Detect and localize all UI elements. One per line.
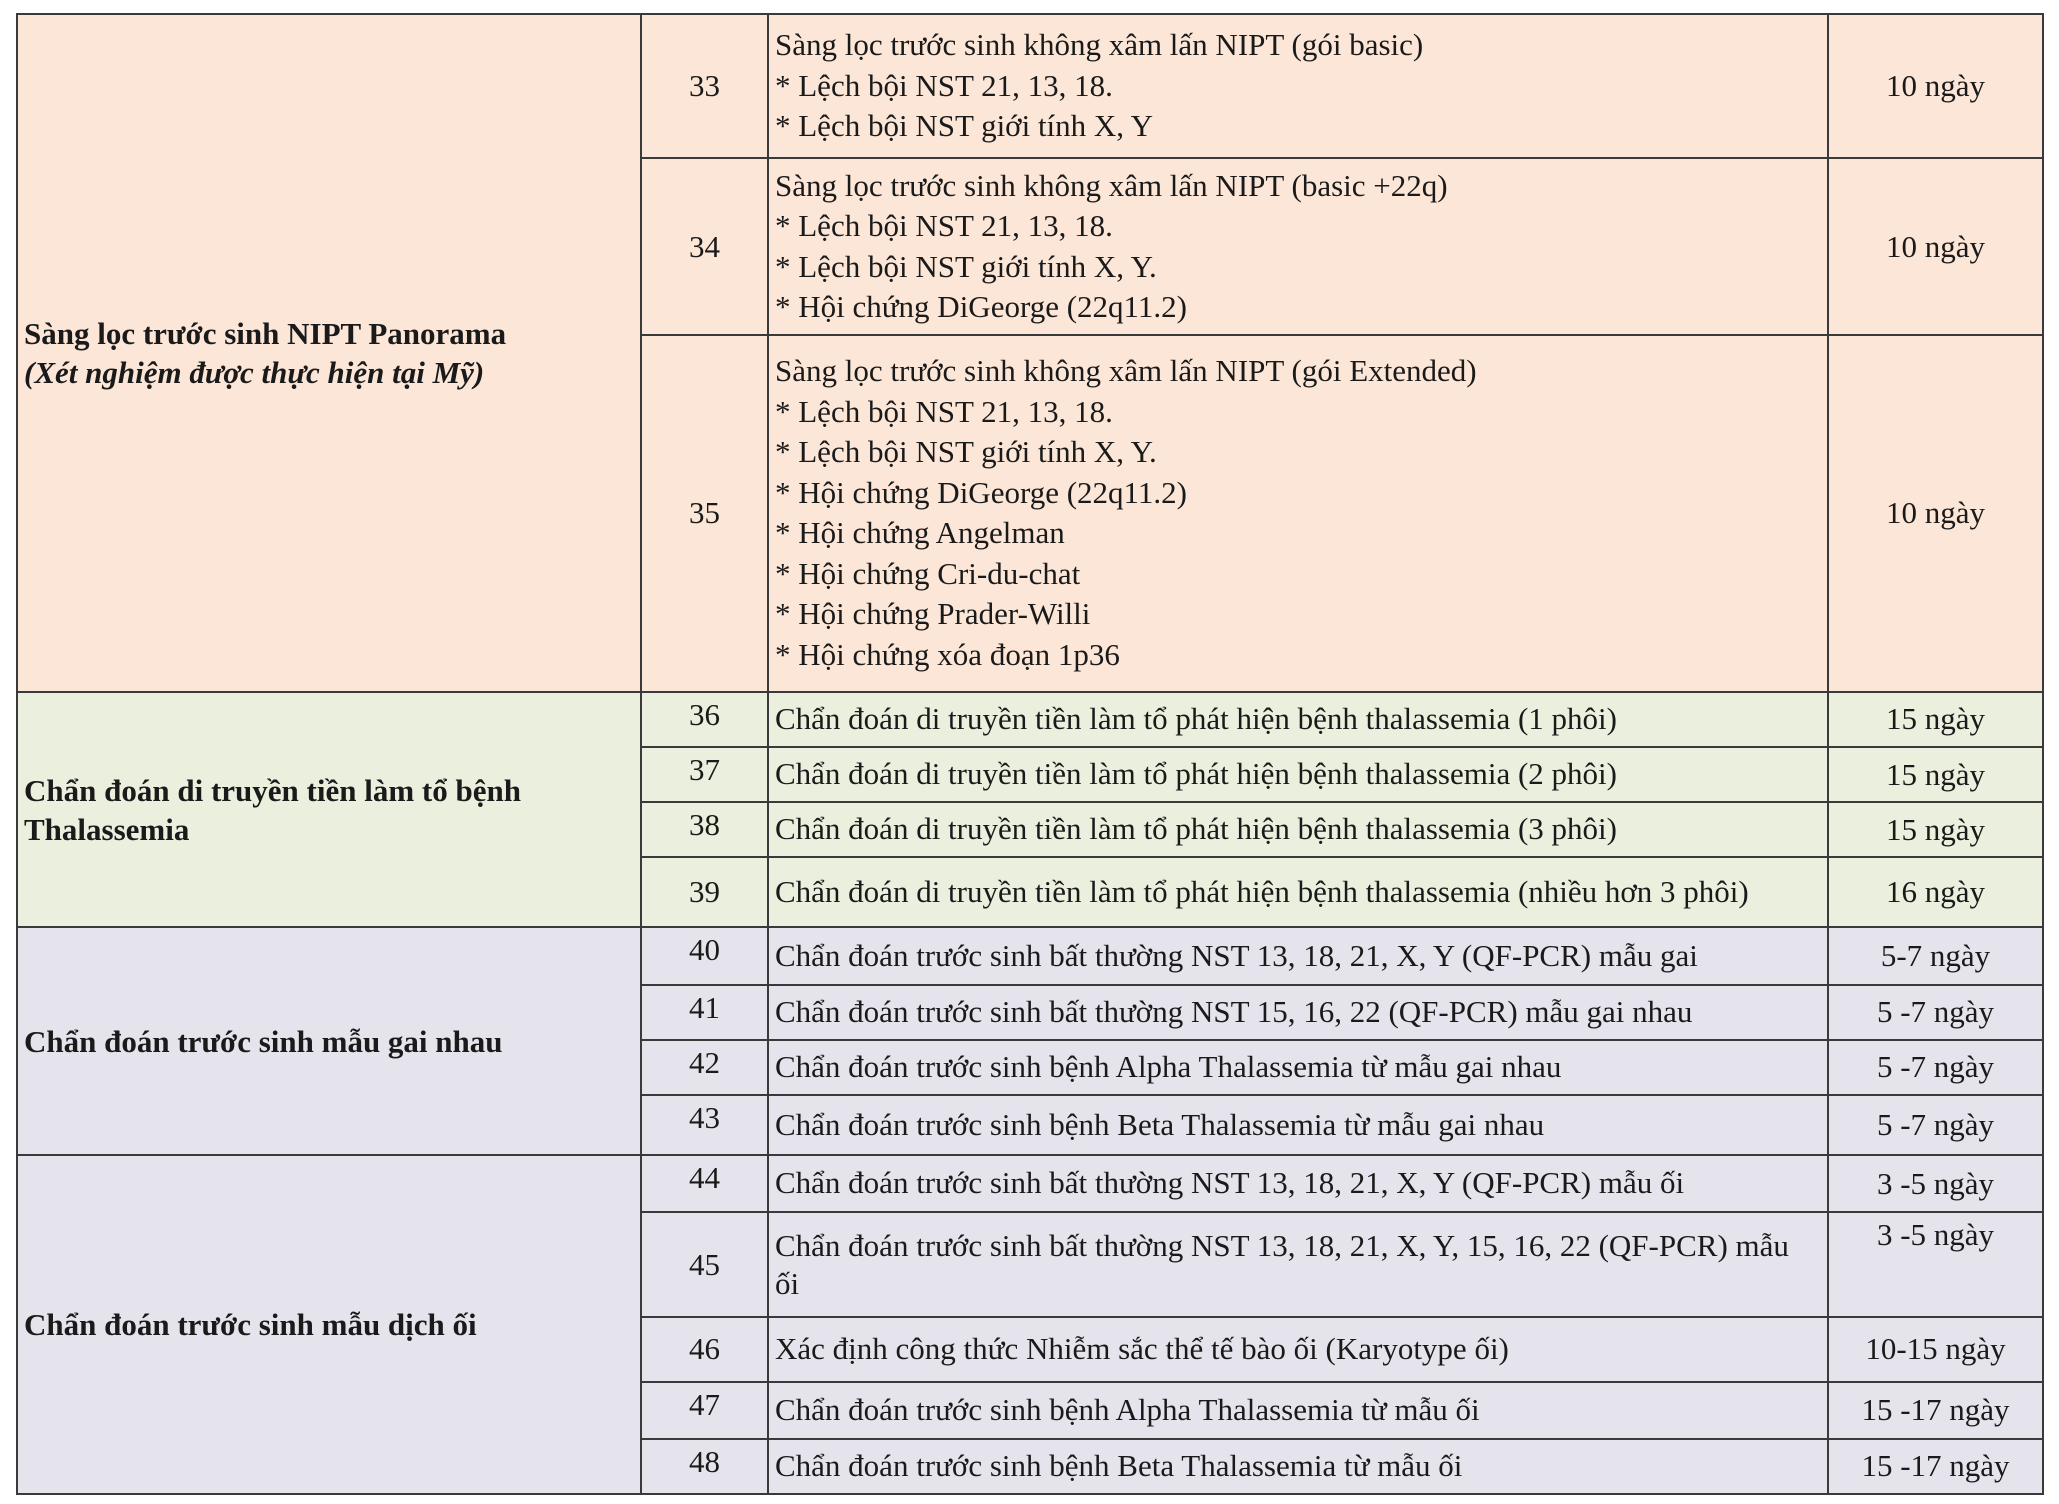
row-number: 45 [641,1212,768,1317]
group-title: Chẩn đoán di truyền tiền làm tổ bệnh Thalassemia [24,772,521,847]
turnaround-time: 15 -17 ngày [1828,1439,2043,1494]
turnaround-time: 15 -17 ngày [1828,1382,2043,1439]
row-description [768,1439,1828,1494]
row-description [768,692,1828,747]
turnaround-time: 5 -7 ngày [1828,985,2043,1040]
description-line: * Lệch bội NST 21, 13, 18. [775,208,1113,244]
row-description [768,747,1828,802]
description-line: Chẩn đoán trước sinh bất thường NST 13, 18, 21, X, Y, 15, 16, 22 (QF-PCR) mẫu ối [775,1227,1789,1301]
row-number: 35 [641,335,768,692]
table-row [17,1155,2043,1212]
group-cell-amniotic [17,1155,641,1494]
table-row [17,692,2043,747]
description-line: Chẩn đoán trước sinh bất thường NST 13, 18, 21, X, Y (QF-PCR) mẫu ối [775,1165,1685,1201]
description-line: Chẩn đoán trước sinh bất thường NST 15, 16, 22 (QF-PCR) mẫu gai nhau [775,993,1693,1029]
row-number: 33 [641,14,768,158]
description-line: Chẩn đoán di truyền tiền làm tổ phát hiện bệnh thalassemia (1 phôi) [775,701,1617,737]
group-title: Chẩn đoán trước sinh mẫu gai nhau [24,1023,503,1059]
row-number: 47 [641,1382,768,1439]
description-line: Sàng lọc trước sinh không xâm lấn NIPT (gói Extended) [775,353,1477,389]
description-line: * Hội chứng Angelman [775,515,1065,551]
table-row [17,14,2043,158]
description-line: Chẩn đoán di truyền tiền làm tổ phát hiện bệnh thalassemia (nhiều hơn 3 phôi) [775,874,1749,910]
group-title: Chẩn đoán trước sinh mẫu dịch ối [24,1306,477,1342]
group-cell-nipt [17,14,641,692]
table-row [17,927,2043,984]
row-number: 41 [641,985,768,1040]
turnaround-time: 10 ngày [1828,14,2043,158]
row-number: 39 [641,857,768,927]
description-line: * Lệch bội NST 21, 13, 18. [775,67,1113,103]
turnaround-time: 10 ngày [1828,335,2043,692]
description-line: * Hội chứng DiGeorge (22q11.2) [775,289,1187,325]
description-line: * Lệch bội NST giới tính X, Y. [775,434,1157,470]
row-description [768,927,1828,984]
description-line: Chẩn đoán trước sinh bệnh Beta Thalassemia từ mẫu gai nhau [775,1106,1545,1142]
turnaround-time: 10-15 ngày [1828,1317,2043,1381]
group-title: Sàng lọc trước sinh NIPT Panorama [24,315,507,351]
turnaround-time: 15 ngày [1828,802,2043,857]
turnaround-time: 15 ngày [1828,692,2043,747]
row-description [768,1095,1828,1155]
row-description [768,802,1828,857]
description-line: * Lệch bội NST 21, 13, 18. [775,393,1113,429]
row-description [768,1155,1828,1212]
row-description [768,1212,1828,1317]
description-line: Chẩn đoán di truyền tiền làm tổ phát hiện bệnh thalassemia (3 phôi) [775,811,1617,847]
description-line: Sàng lọc trước sinh không xâm lấn NIPT (gói basic) [775,27,1424,63]
description-line: * Hội chứng Prader-Willi [775,596,1091,632]
turnaround-time: 3 -5 ngày [1828,1155,2043,1212]
turnaround-time: 15 ngày [1828,747,2043,802]
row-number: 36 [641,692,768,747]
row-number: 42 [641,1040,768,1095]
row-number: 48 [641,1439,768,1494]
description-line: * Lệch bội NST giới tính X, Y [775,108,1154,144]
row-description [768,158,1828,334]
row-description [768,1317,1828,1381]
row-description [768,1040,1828,1095]
description-line: * Hội chứng xóa đoạn 1p36 [775,636,1120,672]
row-number: 46 [641,1317,768,1381]
group-cell-chorionic [17,927,641,1155]
description-line: * Hội chứng Cri-du-chat [775,555,1081,591]
description-line: Chẩn đoán trước sinh bệnh Alpha Thalassemia từ mẫu ối [775,1391,1480,1427]
turnaround-time: 3 -5 ngày [1828,1212,2043,1317]
description-line: * Lệch bội NST giới tính X, Y. [775,248,1157,284]
description-line: Chẩn đoán di truyền tiền làm tổ phát hiện bệnh thalassemia (2 phôi) [775,756,1617,792]
group-cell-pgt-thalassemia [17,692,641,928]
description-line: Chẩn đoán trước sinh bất thường NST 13, 18, 21, X, Y (QF-PCR) mẫu gai [775,937,1698,973]
row-number: 44 [641,1155,768,1212]
row-description [768,857,1828,927]
description-line: Xác định công thức Nhiễm sắc thể tế bào ối (Karyotype ối) [775,1331,1509,1367]
group-subtitle: (Xét nghiệm được thực hiện tại Mỹ) [24,354,485,390]
turnaround-time: 5 -7 ngày [1828,1095,2043,1155]
description-line: Sàng lọc trước sinh không xâm lấn NIPT (basic +22q) [775,167,1448,203]
description-line: Chẩn đoán trước sinh bệnh Alpha Thalassemia từ mẫu gai nhau [775,1049,1562,1084]
row-number: 43 [641,1095,768,1155]
description-line: Chẩn đoán trước sinh bệnh Beta Thalassemia từ mẫu ối [775,1448,1463,1484]
turnaround-time: 10 ngày [1828,158,2043,334]
service-table [16,13,2044,1495]
description-line: * Hội chứng DiGeorge (22q11.2) [775,474,1187,510]
row-description [768,335,1828,692]
row-description [768,1382,1828,1439]
row-description [768,14,1828,158]
row-description [768,985,1828,1040]
turnaround-time: 5-7 ngày [1828,927,2043,984]
row-number: 38 [641,802,768,857]
row-number: 40 [641,927,768,984]
turnaround-time: 5 -7 ngày [1828,1040,2043,1095]
row-number: 34 [641,158,768,334]
row-number: 37 [641,747,768,802]
turnaround-time: 16 ngày [1828,857,2043,927]
